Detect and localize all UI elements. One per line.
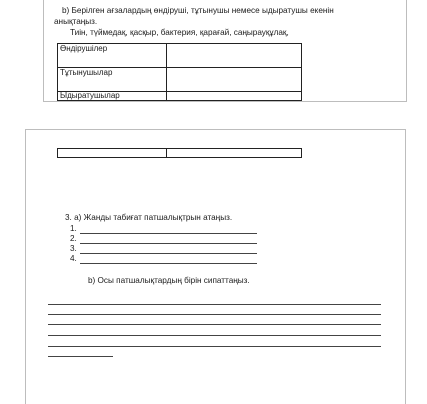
answer-number-4: 4. [70, 254, 77, 263]
worksheet-page-top [43, 0, 407, 102]
answer-number-3: 3. [70, 244, 77, 253]
task-b-line1: b) Берілген ағзалардың өндіруші, тұтынушы немесе ыдыратушы екенін [62, 6, 334, 15]
answer-cell[interactable] [167, 68, 302, 92]
writing-line-6[interactable] [48, 356, 113, 357]
answer-line-4[interactable] [80, 263, 257, 264]
writing-line-5[interactable] [48, 346, 381, 347]
table-row [58, 149, 302, 158]
writing-line-3[interactable] [48, 324, 381, 325]
organism-list: Тиін, түймедақ, қасқыр, бактерия, қарағай, саңырауқұлақ, [70, 28, 289, 37]
table-row [58, 68, 302, 92]
question-3b: b) Осы патшалықтардың бірін сипаттаңыз. [88, 276, 250, 285]
row-label-consumers: Тұтынушылар [58, 68, 167, 92]
worksheet-page-bottom [25, 129, 406, 404]
answer-line-3[interactable] [80, 253, 257, 254]
answer-cell[interactable] [58, 149, 167, 158]
answer-cell[interactable] [167, 44, 302, 68]
task-b-line2: анықтаңыз. [54, 17, 98, 26]
answer-line-2[interactable] [80, 243, 257, 244]
writing-line-2[interactable] [48, 314, 381, 315]
table-row [58, 92, 302, 101]
row-label-producers: Өндірушілер [58, 44, 167, 68]
table-row [58, 44, 302, 68]
writing-line-1[interactable] [48, 304, 381, 305]
answer-number-1: 1. [70, 224, 77, 233]
row-label-decomposers: Ыдыратушылар [58, 92, 167, 101]
answer-cell[interactable] [167, 92, 302, 101]
answer-number-2: 2. [70, 234, 77, 243]
table-continuation [57, 148, 302, 158]
answer-cell[interactable] [167, 149, 302, 158]
answer-line-1[interactable] [80, 233, 257, 234]
classification-table [57, 43, 302, 101]
writing-line-4[interactable] [48, 335, 381, 336]
question-3a: 3. а) Жанды табиғат патшалықтрын атаңыз. [65, 213, 233, 222]
